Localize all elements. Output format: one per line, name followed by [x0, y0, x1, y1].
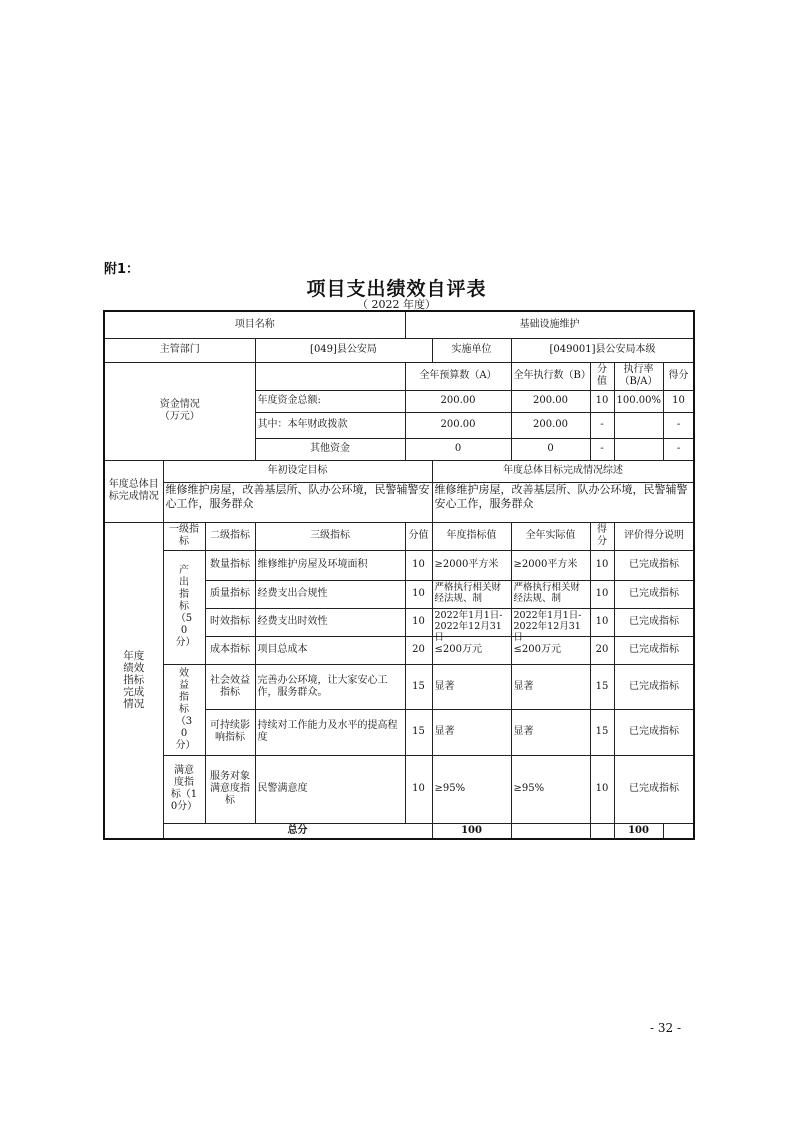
weight-cell: 10 [405, 550, 432, 580]
actual-cell: ≥2000平方米 [511, 550, 590, 580]
remark-cell: 已完成指标 [614, 636, 694, 664]
total-blank [590, 823, 614, 839]
funds-total-weight: 10 [590, 390, 614, 412]
goals-text-row [104, 482, 694, 522]
score-cell: 10 [590, 580, 614, 608]
header-score: 得分 [590, 522, 614, 550]
goals-done-text: 维修维护房屋，改善基层所、队办公环境，民警辅警安心工作，服务群众 [432, 482, 694, 522]
goals-done-header: 年度总体目标完成情况综述 [432, 460, 694, 482]
indicators-label: 年度绩效指标完成情况 [104, 522, 163, 839]
target-cell: 显著 [432, 664, 511, 709]
indicator-header-row [104, 522, 694, 550]
funds-label-line2: （万元） [159, 411, 200, 422]
target-cell: ≤200万元 [432, 636, 511, 664]
attachment-label: 附1： [104, 262, 140, 277]
goals-set-header: 年初设定目标 [163, 460, 432, 482]
l2-cell: 时效指标 [205, 608, 255, 636]
actual-cell: 显著 [511, 709, 590, 755]
funds-fiscal-exec: 200.00 [511, 412, 590, 438]
total-blank [511, 823, 590, 839]
target-cell: ≥2000平方米 [432, 550, 511, 580]
header-target: 年度指标值 [432, 522, 511, 550]
target-cell: 2022年1月1日-2022年12月31日 [434, 610, 503, 643]
l2-cell: 服务对象满意度指标 [205, 755, 255, 823]
total-blank [663, 823, 694, 839]
total-row [104, 823, 694, 839]
actual-cell: 2022年1月1日-2022年12月31日 [513, 610, 582, 643]
project-name-value: 基础设施维护 [405, 311, 694, 338]
group-satisfaction-name: 满意度指标（10分） [163, 755, 205, 823]
header-remark: 评价得分说明 [614, 522, 694, 550]
funds-fiscal-budget: 200.00 [405, 412, 511, 438]
funds-other-rate [614, 438, 663, 460]
total-weight: 100 [432, 823, 511, 839]
dept-label: 主管部门 [104, 338, 255, 362]
indicator-row [104, 664, 694, 709]
goals-label: 年度总体目标完成情况 [104, 460, 163, 522]
funds-total-exec: 200.00 [511, 390, 590, 412]
page-number: - 32 - [650, 1021, 682, 1035]
header-weight: 分值 [405, 522, 432, 550]
actual-cell: ≥95% [511, 755, 590, 823]
weight-cell: 10 [405, 580, 432, 608]
actual-cell: 严格执行相关财经法规、制 [513, 582, 581, 604]
remark-cell: 已完成指标 [614, 550, 694, 580]
indicator-row [104, 550, 694, 580]
header-budget: 全年预算数（A） [405, 362, 511, 390]
actual-cell: 显著 [511, 664, 590, 709]
funds-total-rate: 100.00% [614, 390, 663, 412]
funds-header-row [104, 362, 694, 390]
department-row [104, 338, 694, 362]
header-rate: 执行率（B/A） [614, 362, 663, 390]
score-cell: 10 [590, 608, 614, 636]
funds-total-label: 年度资金总额: [255, 390, 405, 412]
indicator-row [104, 755, 694, 823]
funds-other-budget: 0 [405, 438, 511, 460]
header-level2: 二级指标 [205, 522, 255, 550]
weight-cell: 15 [405, 709, 432, 755]
l3-cell: 维修维护房屋及环境面积 [255, 550, 405, 580]
funds-header-blank [255, 362, 405, 390]
funds-other-score: - [663, 438, 694, 460]
header-weight: 分值 [590, 362, 614, 390]
funds-total-score: 10 [663, 390, 694, 412]
impl-label: 实施单位 [432, 338, 511, 362]
header-level1: 一级指标 [163, 522, 205, 550]
weight-cell: 15 [405, 664, 432, 709]
remark-cell: 已完成指标 [614, 664, 694, 709]
l3-cell: 民警满意度 [255, 755, 405, 823]
score-cell: 10 [590, 755, 614, 823]
l2-cell: 可持续影响指标 [205, 709, 255, 755]
funds-other-exec: 0 [511, 438, 590, 460]
funds-fiscal-weight: - [590, 412, 614, 438]
l2-cell: 成本指标 [205, 636, 255, 664]
funds-fiscal-score: - [663, 412, 694, 438]
l2-cell: 质量指标 [205, 580, 255, 608]
goals-set-text: 维修维护房屋，改善基层所、队办公环境，民警辅警安心工作，服务群众 [163, 482, 432, 522]
header-score: 得分 [663, 362, 694, 390]
weight-cell: 10 [405, 755, 432, 823]
remark-cell: 已完成指标 [614, 755, 694, 823]
l3-cell: 经费支出时效性 [255, 608, 405, 636]
funds-other-label: 其他资金 [255, 438, 405, 460]
l3-cell: 项目总成本 [255, 636, 405, 664]
funds-label [104, 362, 255, 460]
target-cell: ≥95% [432, 755, 511, 823]
header-exec: 全年执行数（B） [511, 362, 590, 390]
funds-fiscal-rate [614, 412, 663, 438]
l2-cell: 数量指标 [205, 550, 255, 580]
target-cell: 显著 [432, 709, 511, 755]
l2-cell: 社会效益指标 [205, 664, 255, 709]
remark-cell: 已完成指标 [614, 608, 694, 636]
funds-label-line1: 资金情况 [159, 399, 200, 410]
actual-cell: ≤200万元 [511, 636, 590, 664]
group-benefit-name: 效益指标（30分） [163, 664, 205, 755]
group-output-name: 产出指标（50分） [163, 550, 205, 664]
dept-value: [049]县公安局 [255, 338, 432, 362]
l3-cell: 经费支出合规性 [255, 580, 405, 608]
target-cell: 严格执行相关财经法规、制 [434, 582, 502, 604]
goals-header-row [104, 460, 694, 482]
l3-cell: 持续对工作能力及水平的提高程度 [255, 709, 405, 755]
l3-cell: 完善办公环境，让大家安心工作，服务群众。 [255, 664, 405, 709]
weight-cell: 20 [405, 636, 432, 664]
remark-cell: 已完成指标 [614, 580, 694, 608]
funds-total-budget: 200.00 [405, 390, 511, 412]
funds-other-weight: - [590, 438, 614, 460]
impl-value: [049001]县公安局本级 [511, 338, 694, 362]
header-level3: 三级指标 [255, 522, 405, 550]
project-name-label: 项目名称 [104, 311, 405, 338]
score-cell: 15 [590, 664, 614, 709]
funds-fiscal-label: 其中：本年财政拨款 [255, 412, 405, 438]
total-label: 总分 [163, 823, 432, 839]
year-subtitle: （ 2022 年度） [357, 298, 436, 311]
score-cell: 20 [590, 636, 614, 664]
remark-cell: 已完成指标 [614, 709, 694, 755]
score-cell: 10 [590, 550, 614, 580]
page-title: 项目支出绩效自评表 [306, 278, 487, 300]
header-actual: 全年实际值 [511, 522, 590, 550]
project-name-row [104, 311, 694, 338]
score-cell: 15 [590, 709, 614, 755]
weight-cell: 10 [405, 608, 432, 636]
evaluation-table [103, 310, 695, 840]
total-score: 100 [614, 823, 663, 839]
